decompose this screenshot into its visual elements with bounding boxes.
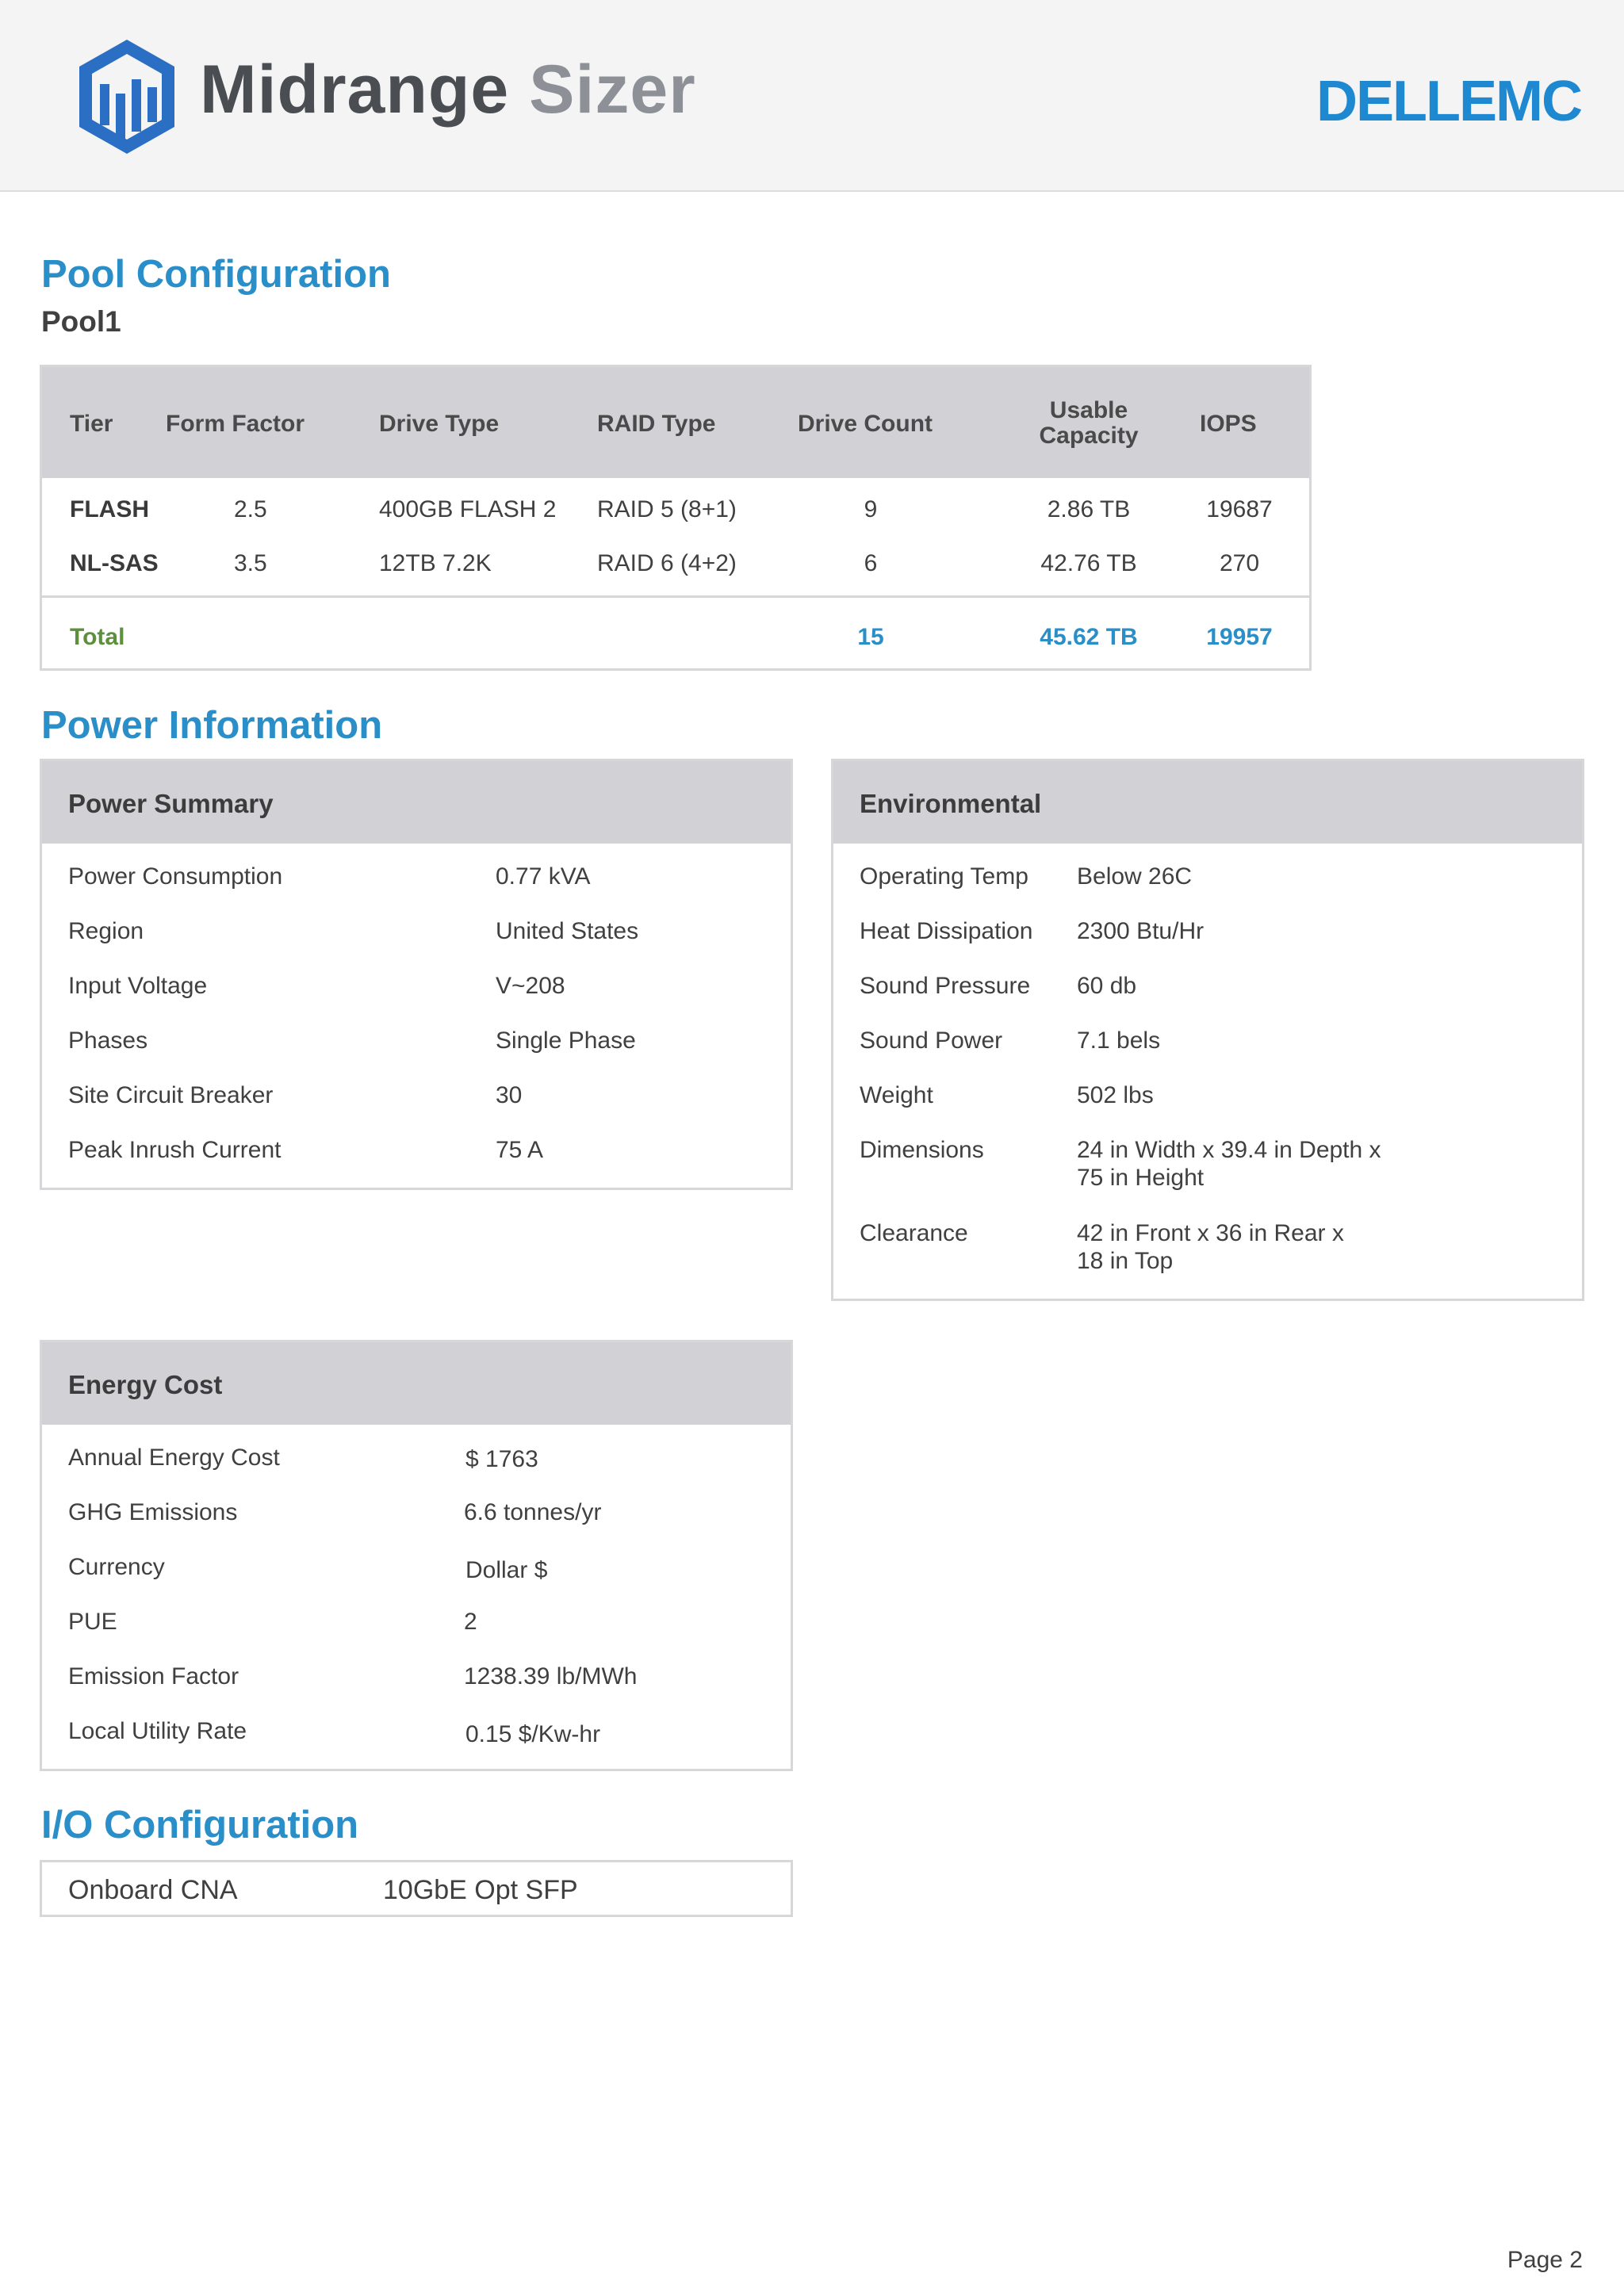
region-label: Region: [68, 918, 144, 944]
row2-usable-capacity: 42.76 TB: [1040, 550, 1137, 576]
total-iops: 19957: [1206, 624, 1273, 650]
sound-pressure-label: Sound Pressure: [860, 973, 1031, 999]
total-usable-capacity: 45.62 TB: [1040, 624, 1138, 650]
peak-inrush-current-label: Peak Inrush Current: [68, 1137, 282, 1163]
energy-cost-panel: [40, 1340, 793, 1771]
row1-drive-count: 9: [864, 496, 878, 522]
total-drive-count: 15: [857, 624, 884, 650]
sound-power-label: Sound Power: [860, 1027, 1003, 1054]
row1-form-factor: 2.5: [234, 496, 267, 522]
row1-tier: FLASH: [70, 496, 149, 522]
input-voltage-label: Input Voltage: [68, 973, 208, 999]
pue-label: PUE: [68, 1609, 117, 1635]
report-header: [0, 0, 1624, 192]
currency-value: Dollar $: [465, 1557, 548, 1583]
row2-drive-count: 6: [864, 550, 878, 576]
weight-value: 502 lbs: [1077, 1082, 1154, 1108]
heat-dissipation-value: 2300 Btu/Hr: [1077, 918, 1205, 944]
energy-cost-title: Energy Cost: [68, 1370, 223, 1399]
power-summary-title: Power Summary: [68, 789, 274, 818]
clearance-value-line2: 18 in Top: [1077, 1248, 1174, 1274]
operating-temp-label: Operating Temp: [860, 863, 1028, 890]
ghg-emissions-label: GHG Emissions: [68, 1499, 238, 1525]
row2-tier: NL-SAS: [70, 550, 159, 576]
dimensions-label: Dimensions: [860, 1137, 984, 1163]
sound-power-value: 7.1 bels: [1077, 1027, 1161, 1054]
emission-factor-value: 1238.39 lb/MWh: [464, 1663, 638, 1689]
row2-drive-type: 12TB 7.2K: [379, 550, 492, 576]
power-consumption-label: Power Consumption: [68, 863, 283, 890]
power-information-heading: Power Information: [41, 704, 383, 747]
weight-label: Weight: [860, 1082, 933, 1108]
operating-temp-value: Below 26C: [1077, 863, 1193, 890]
row2-form-factor: 3.5: [234, 550, 267, 576]
row1-raid-type: RAID 5 (8+1): [597, 496, 737, 522]
clearance-value-line1: 42 in Front x 36 in Rear x: [1077, 1220, 1344, 1246]
page-number: Page 2: [1507, 2247, 1583, 2273]
local-utility-rate-value: 0.15 $/Kw-hr: [465, 1721, 601, 1747]
row2-iops: 270: [1219, 550, 1260, 576]
total-divider: [42, 595, 1309, 598]
brand-title: [200, 52, 696, 128]
dimensions-value-line1: 24 in Width x 39.4 in Depth x: [1077, 1137, 1381, 1163]
col-usable: Usable: [1049, 397, 1128, 423]
col-drive-type: Drive Type: [379, 411, 500, 437]
col-capacity: Capacity: [1039, 423, 1139, 449]
ghg-emissions-value: 6.6 tonnes/yr: [464, 1499, 602, 1525]
annual-energy-cost-label: Annual Energy Cost: [68, 1445, 280, 1471]
phases-value: Single Phase: [496, 1027, 636, 1054]
annual-energy-cost-value: $ 1763: [465, 1446, 538, 1472]
pool-configuration-heading: Pool Configuration: [41, 253, 391, 296]
total-label: Total: [70, 624, 125, 650]
local-utility-rate-label: Local Utility Rate: [68, 1718, 247, 1744]
site-circuit-breaker-value: 30: [496, 1082, 523, 1108]
dimensions-value-line2: 75 in Height: [1077, 1165, 1205, 1191]
brand-word-midrange: Midrange: [200, 52, 510, 128]
io-configuration-panel: [40, 1860, 793, 1917]
col-drive-count: Drive Count: [798, 411, 933, 437]
environmental-title: Environmental: [860, 789, 1042, 818]
power-consumption-value: 0.77 kVA: [496, 863, 591, 890]
emission-factor-label: Emission Factor: [68, 1663, 239, 1689]
col-tier: Tier: [70, 411, 113, 437]
site-circuit-breaker-label: Site Circuit Breaker: [68, 1082, 274, 1108]
midrange-sizer-logo-icon: [76, 38, 178, 155]
region-value: United States: [496, 918, 639, 944]
col-form-factor: Form Factor: [166, 411, 305, 437]
row1-iops: 19687: [1206, 496, 1273, 522]
clearance-label: Clearance: [860, 1220, 968, 1246]
row2-raid-type: RAID 6 (4+2): [597, 550, 737, 576]
dell-emc-logo-icon: [1316, 71, 1586, 130]
pue-value: 2: [464, 1609, 477, 1635]
heat-dissipation-label: Heat Dissipation: [860, 918, 1033, 944]
io-configuration-heading: I/O Configuration: [41, 1804, 359, 1846]
row1-drive-type: 400GB FLASH 2: [379, 496, 557, 522]
phases-label: Phases: [68, 1027, 148, 1054]
input-voltage-value: V~208: [496, 973, 565, 999]
col-raid-type: RAID Type: [597, 411, 716, 437]
brand-word-sizer: Sizer: [529, 52, 696, 128]
col-iops: IOPS: [1200, 411, 1257, 437]
currency-label: Currency: [68, 1554, 165, 1580]
sound-pressure-value: 60 db: [1077, 973, 1137, 999]
pool-table: [40, 365, 1312, 671]
dell-logo-text: DELLEMC: [1316, 71, 1581, 130]
peak-inrush-current-value: 75 A: [496, 1137, 544, 1163]
row1-usable-capacity: 2.86 TB: [1047, 496, 1131, 522]
environmental-panel: [831, 759, 1584, 1301]
power-summary-panel: [40, 759, 793, 1190]
pool-name: Pool1: [41, 305, 121, 338]
onboard-cna-value: 10GbE Opt SFP: [383, 1875, 578, 1905]
onboard-cna-label: Onboard CNA: [68, 1875, 238, 1905]
